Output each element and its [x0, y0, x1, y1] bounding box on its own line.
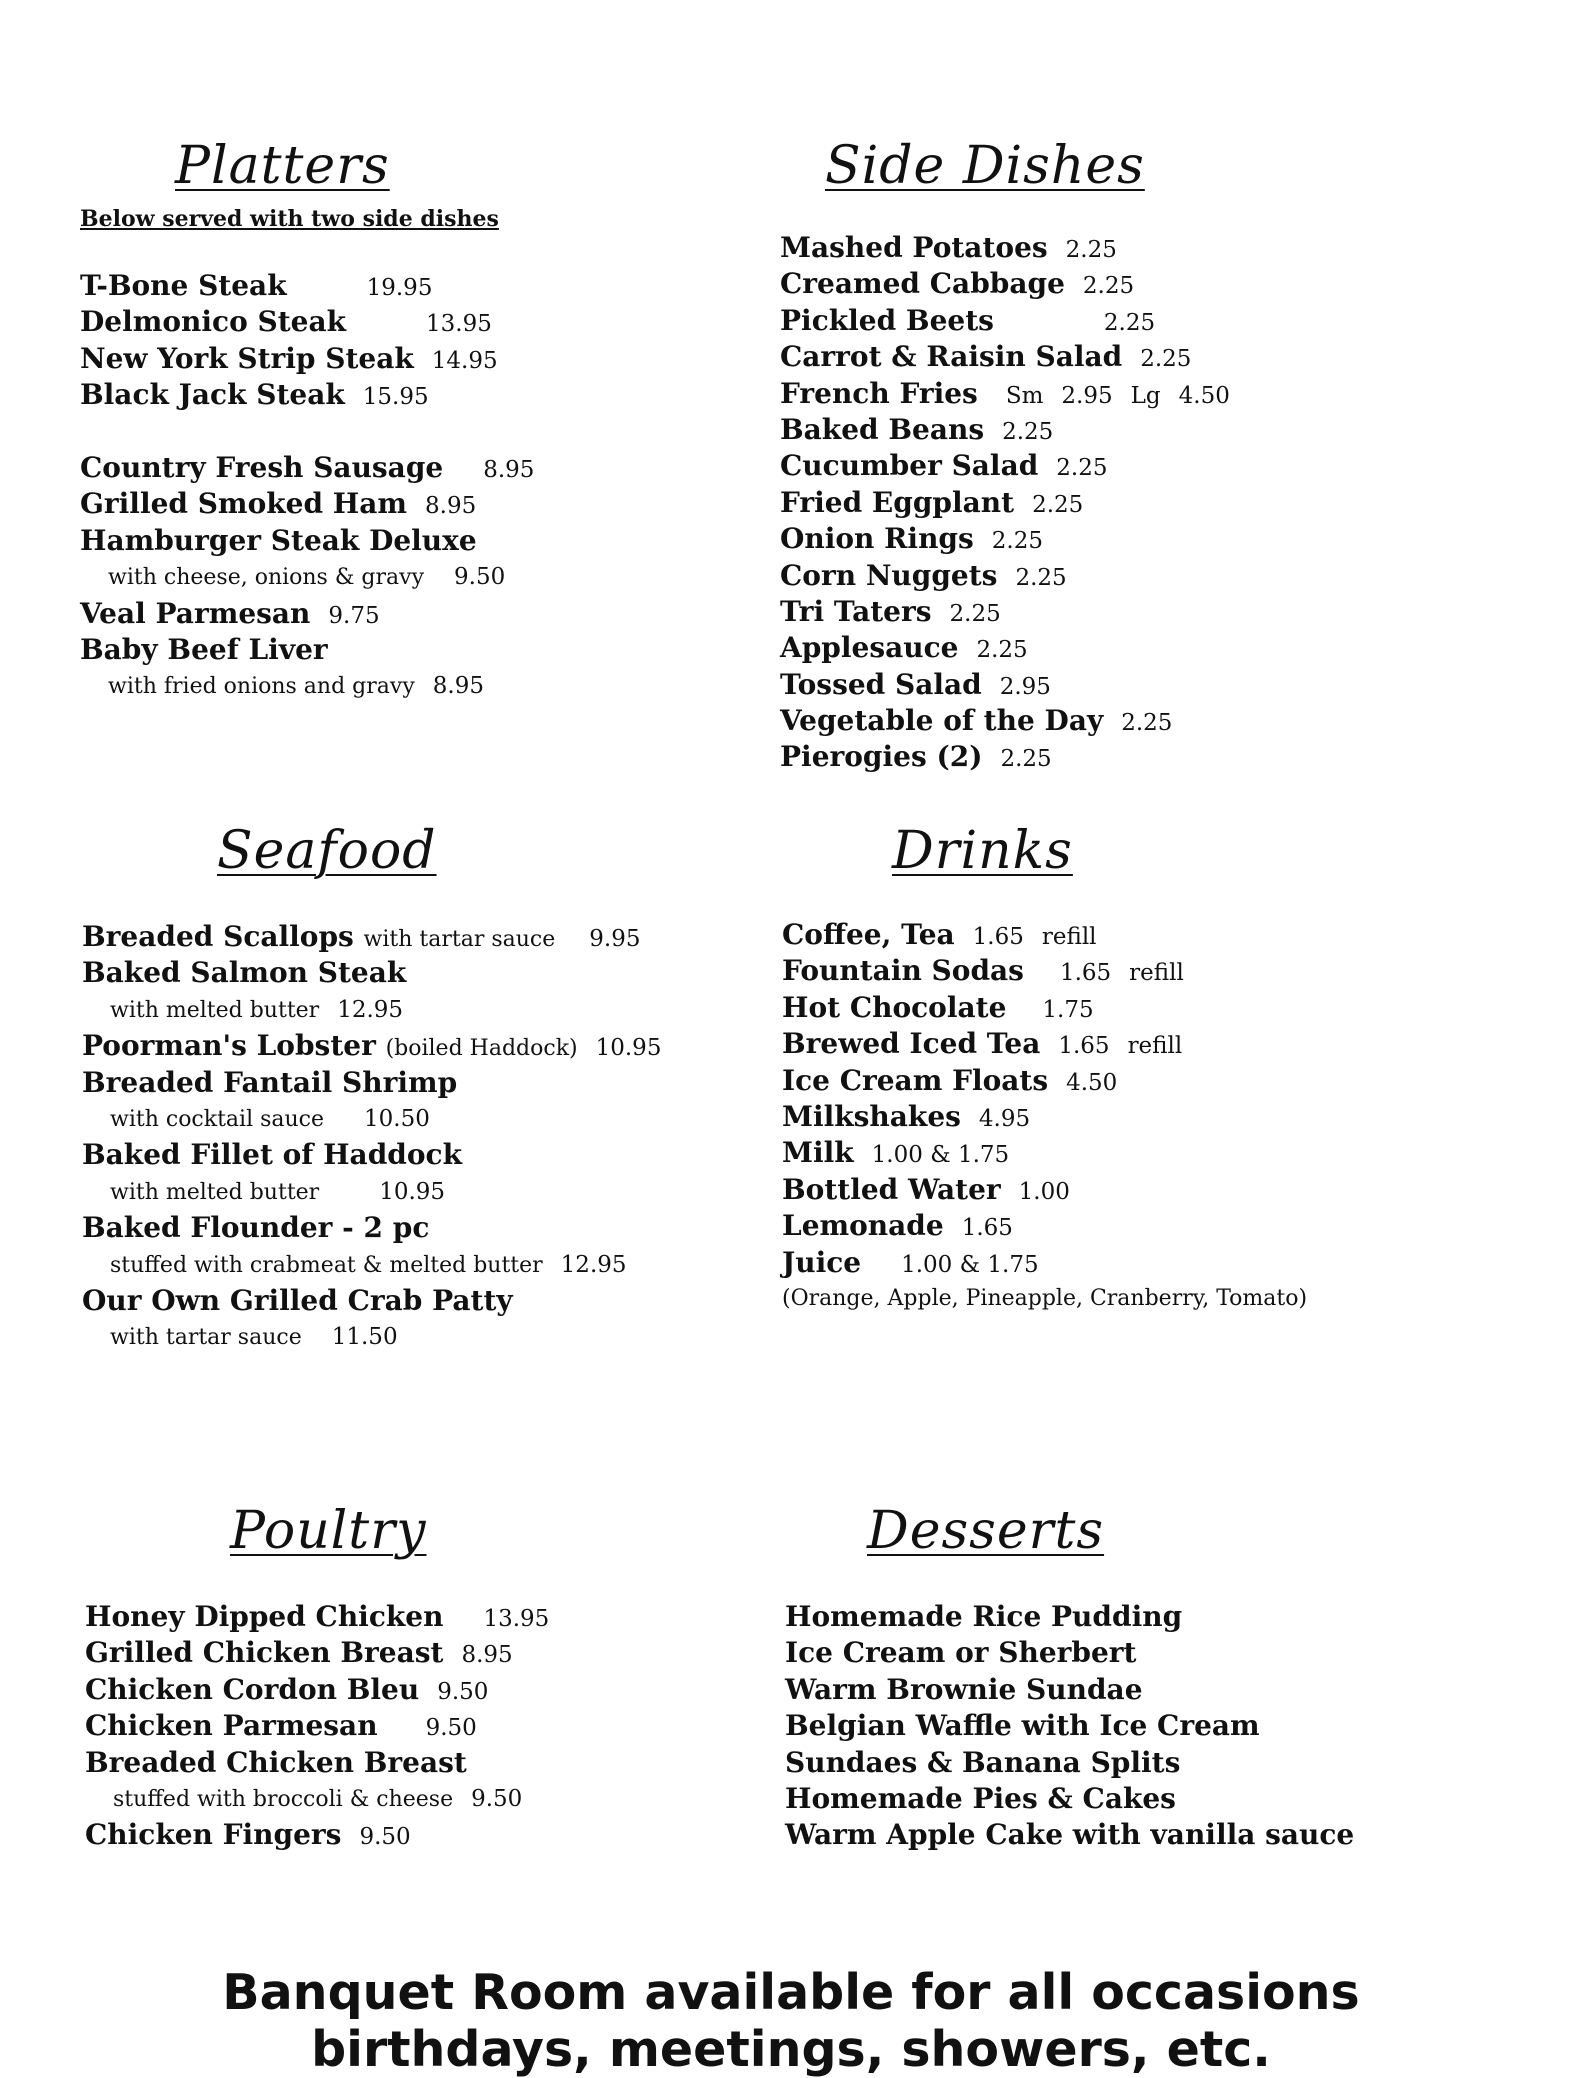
list-item: Black Jack Steak 15.95 [80, 378, 429, 412]
drinks-section [782, 821, 1482, 1325]
list-item: Bottled Water 1.00 [782, 1172, 1070, 1206]
desserts-heading: Desserts [867, 1501, 1105, 1561]
list-item: Belgian Waffle with Ice Cream [785, 1709, 1260, 1743]
seafood-heading: Seafood [217, 821, 437, 881]
list-item: Grilled Chicken Breast 8.95 [85, 1636, 513, 1670]
list-item: Applesauce 2.25 [780, 631, 1028, 665]
platters-note: Below served with two side dishes [80, 206, 499, 232]
seafood-section [82, 821, 762, 1365]
seafood-list [82, 919, 661, 1356]
poultry-heading: Poultry [230, 1501, 427, 1561]
list-item: Creamed Cabbage 2.25 [780, 267, 1135, 301]
desserts-section [785, 1501, 1485, 1865]
banquet-banner: Banquet Room available for all occasions [222, 1964, 1360, 2021]
list-item: Veal Parmesan 9.75 [80, 596, 380, 630]
poultry-section [85, 1501, 765, 1865]
platters-section [80, 136, 700, 740]
item-description: with fried onions and gravy 8.95 [108, 673, 484, 700]
list-item: Baked Beans 2.25 [780, 412, 1054, 446]
item-description: with cheese, onions & gravy 9.50 [108, 564, 506, 591]
drinks-heading: Drinks [892, 821, 1073, 881]
platters-list [80, 268, 534, 705]
list-item: Pickled Beets 2.25 [780, 303, 1156, 337]
item-description: with melted butter 12.95 [110, 996, 404, 1023]
list-item: Lemonade 1.65 [782, 1209, 1013, 1243]
list-item: Baked Fillet of Haddock [82, 1138, 462, 1172]
list-item: Chicken Cordon Bleu 9.50 [85, 1672, 489, 1706]
item-description: with melted butter 10.95 [110, 1178, 446, 1205]
list-item: T-Bone Steak 19.95 [80, 269, 433, 302]
list-item: Warm Apple Cake with vanilla sauce [785, 1818, 1355, 1852]
list-item: Tri Taters 2.25 [780, 594, 1001, 628]
list-item: Corn Nuggets 2.25 [780, 558, 1067, 592]
list-item: Baked Salmon Steak [82, 956, 407, 990]
list-item: Onion Rings 2.25 [780, 522, 1043, 556]
list-item: Juice 1.00 & 1.75 [782, 1245, 1039, 1279]
poultry-list [85, 1599, 549, 1854]
list-item: Fountain Sodas 1.65 refill [782, 954, 1184, 988]
list-item: Breaded Fantail Shrimp [82, 1065, 458, 1099]
list-item: Hot Chocolate 1.75 [782, 990, 1094, 1024]
item-description: with cocktail sauce 10.50 [110, 1105, 430, 1132]
list-item: Brewed Iced Tea 1.65 refill [782, 1027, 1183, 1061]
list-item: New York Strip Steak 14.95 [80, 341, 498, 375]
list-item: Delmonico Steak 13.95 [80, 305, 492, 339]
list-item: Baked Flounder - 2 pc [82, 1211, 430, 1245]
list-item: Sundaes & Banana Splits [785, 1745, 1181, 1779]
list-item: Vegetable of the Day 2.25 [780, 704, 1173, 738]
list-item: Homemade Pies & Cakes [785, 1781, 1176, 1815]
list-item: Grilled Smoked Ham 8.95 [80, 487, 477, 521]
list-item: Breaded Chicken Breast [85, 1745, 467, 1779]
desserts-list [785, 1599, 1354, 1854]
list-item: Coffee, Tea 1.65 refill [782, 918, 1097, 951]
list-item: French Fries Sm 2.95 Lg 4.50 [780, 376, 1230, 410]
list-item: Poorman's Lobster (boiled Haddock) 10.95 [82, 1029, 662, 1063]
side-dishes-heading: Side Dishes [825, 136, 1145, 196]
platters-heading: Platters [175, 136, 390, 196]
list-item: Breaded Scallops with tartar sauce 9.95 [82, 920, 641, 953]
list-item: Our Own Grilled Crab Patty [82, 1283, 513, 1317]
list-item: Carrot & Raisin Salad 2.25 [780, 340, 1192, 374]
juice-note: (Orange, Apple, Pineapple, Cranberry, Tomato) [782, 1285, 1308, 1311]
item-description: stuffed with crabmeat & melted butter 12.95 [110, 1251, 627, 1278]
list-item: Chicken Parmesan 9.50 [85, 1709, 477, 1743]
list-item: Chicken Fingers 9.50 [85, 1818, 411, 1852]
drinks-list [782, 917, 1307, 1317]
list-item: Mashed Potatoes 2.25 [780, 231, 1117, 264]
list-item: Country Fresh Sausage 8.95 [80, 450, 535, 484]
list-item: Ice Cream Floats 4.50 [782, 1063, 1118, 1097]
list-item: Fried Eggplant 2.25 [780, 485, 1084, 519]
list-item: Ice Cream or Sherbert [785, 1636, 1137, 1670]
list-item: Milkshakes 4.95 [782, 1099, 1031, 1133]
list-item: Pierogies (2) 2.25 [780, 740, 1052, 774]
list-item: Tossed Salad 2.95 [780, 667, 1051, 701]
side-dishes-list [780, 230, 1230, 776]
list-item: Warm Brownie Sundae [785, 1672, 1143, 1706]
list-item: Hamburger Steak Deluxe [80, 523, 477, 557]
list-item: Baby Beef Liver [80, 632, 328, 666]
list-item: Honey Dipped Chicken 13.95 [85, 1600, 550, 1633]
item-description: stuffed with broccoli & cheese 9.50 [113, 1785, 523, 1812]
banquet-banner-subline: birthdays, meetings, showers, etc. [311, 2021, 1271, 2078]
side-dishes-section [780, 136, 1480, 790]
item-description: with tartar sauce 11.50 [110, 1324, 398, 1351]
list-item: Homemade Rice Pudding [785, 1600, 1183, 1633]
list-item: Cucumber Salad 2.25 [780, 449, 1108, 483]
list-item: Milk 1.00 & 1.75 [782, 1136, 1010, 1170]
